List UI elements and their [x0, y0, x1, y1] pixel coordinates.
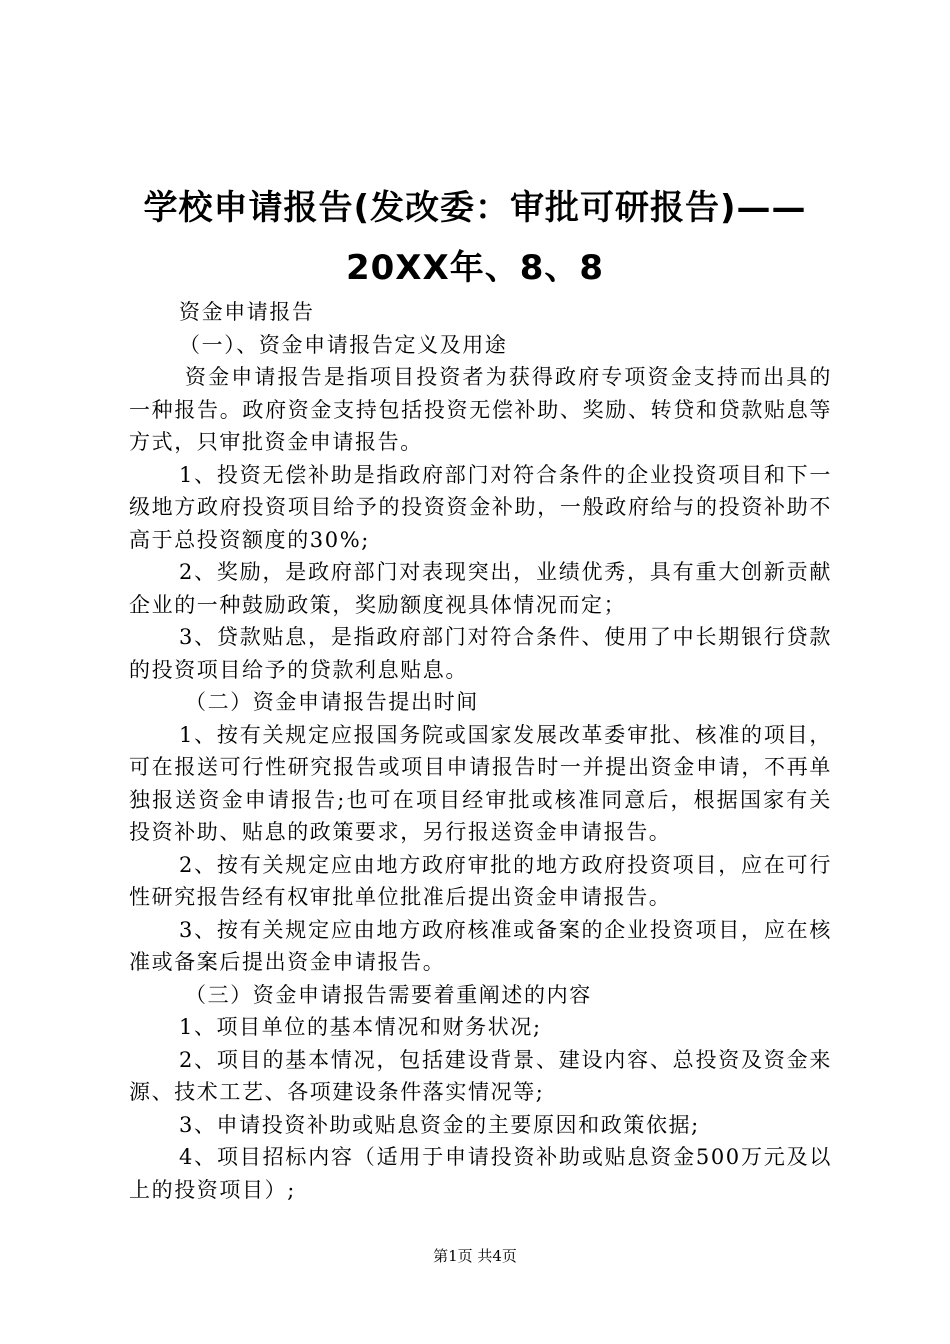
list-item: 3、申请投资补助或贴息资金的主要原因和政策依据; — [179, 1112, 700, 1137]
subsection-heading: （二）资金申请报告提出时间 — [185, 690, 479, 714]
list-item: 4、项目招标内容（适用于申请投资补助或贴息资金500万元及以上的投资项目）; — [129, 1145, 832, 1202]
list-item: 2、奖励，是政府部门对表现突出，业绩优秀，具有重大创新贡献企业的一种鼓励政策，奖励额度视具体情况而定； — [129, 560, 832, 617]
document-title-line-2: 20XX年、8、8 — [345, 248, 605, 288]
paragraph: 资金申请报告是指项目投资者为获得政府专项资金支持而出具的一种报告。政府资金支持包括投资无偿补助、奖励、转贷和贷款贴息等方式，只审批资金申请报告。 — [129, 365, 832, 454]
list-item: 3、按有关规定应由地方政府核准或备案的企业投资项目，应在核准或备案后提出资金申请报告。 — [129, 917, 832, 974]
list-item: 3、贷款贴息，是指政府部门对符合条件、使用了中长期银行贷款的投资项目给予的贷款利息贴息。 — [129, 625, 832, 682]
section-heading: 资金申请报告 — [179, 300, 315, 324]
document-body — [129, 296, 832, 1206]
list-item: 2、项目的基本情况，包括建设背景、建设内容、总投资及资金来源、技术工艺、各项建设条件落实情况等; — [129, 1047, 832, 1104]
list-item: 2、按有关规定应由地方政府审批的地方政府投资项目，应在可行性研究报告经有权审批单位批准后提出资金申请报告。 — [129, 852, 832, 909]
document-title-line-1: 学校申请报告(发改委：审批可研报告)—— — [143, 188, 807, 228]
subsection-heading: （三）资金申请报告需要着重阐述的内容 — [185, 982, 592, 1007]
list-item: 1、按有关规定应报国务院或国家发展改革委审批、核准的项目，可在报送可行性研究报告或项目申请报告时一并提出资金申请，不再单独报送资金申请报告;也可在项目经审批或核准同意后，根据国家有关投资补助、贴息的政策要求，另行报送资金申请报告。 — [129, 722, 832, 844]
list-item: 1、项目单位的基本情况和财务状况; — [179, 1015, 542, 1039]
page-number: 第1页 共4页 — [433, 1247, 517, 1265]
subsection-heading: （一）、资金申请报告定义及用途 — [179, 332, 508, 357]
list-item: 1、投资无偿补助是指政府部门对符合条件的企业投资项目和下一级地方政府投资项目给予的投资资金补助，一般政府给与的投资补助不高于总投资额度的30%; — [129, 462, 832, 552]
